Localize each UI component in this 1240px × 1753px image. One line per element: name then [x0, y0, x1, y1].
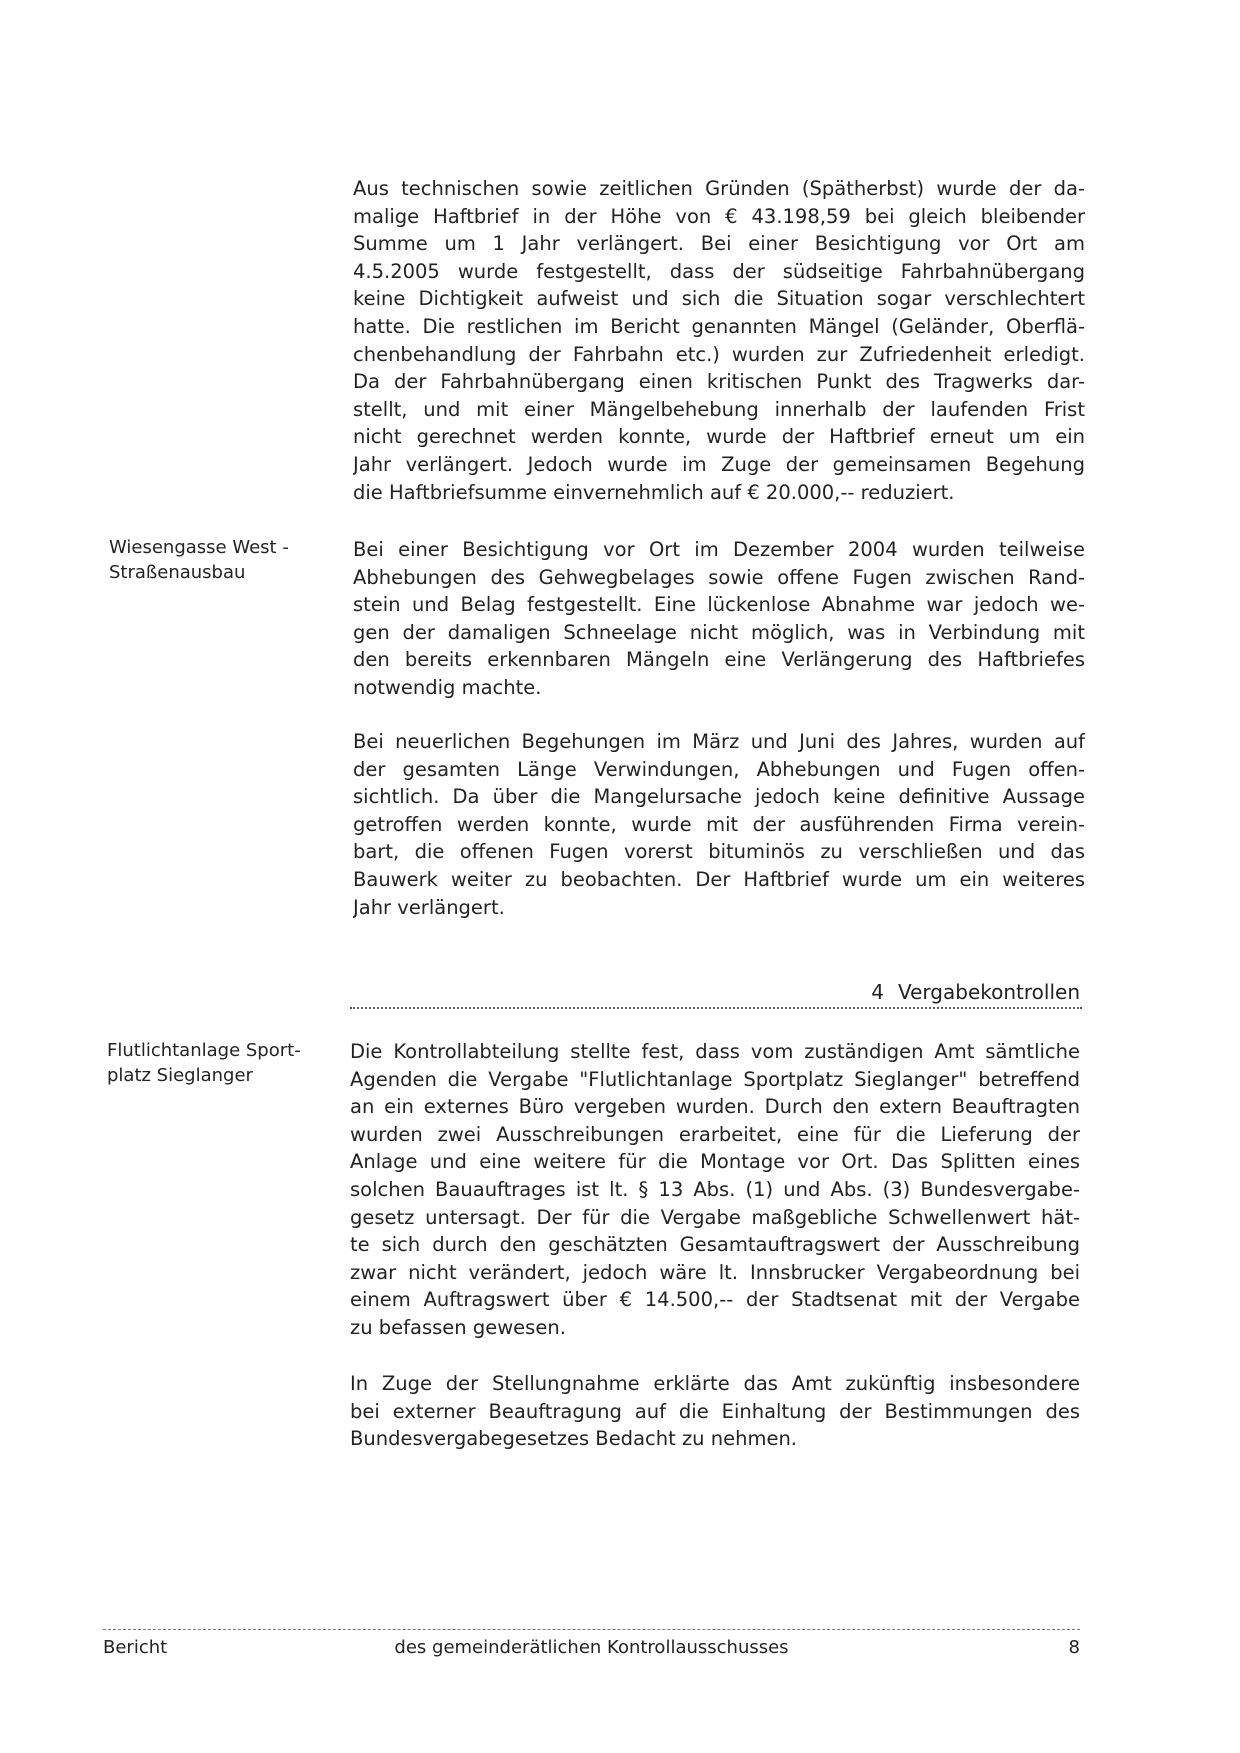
text-line: Agenden die Vergabe "Flutlichtanlage Sportplatz Sieglanger" betreffend [350, 1067, 1080, 1091]
text-line: Bei neuerlichen Begehungen im März und Juni des Jahres, wurden auf [353, 730, 1085, 753]
margin-label-line: platz Sieglanger [107, 1064, 253, 1086]
text-line: stein und Belag festgestellt. Eine lückenlose Abnahme war jedoch we- [353, 593, 1085, 617]
text-line: getroffen werden konnte, wurde mit der ausführenden Firma verein- [353, 812, 1085, 836]
margin-label-wiesengasse [109, 536, 289, 585]
text-line: zu befassen gewesen. [350, 1315, 566, 1339]
section-number: 4 [871, 980, 884, 1004]
text-line: Da der Fahrbahnübergang einen kritischen Punkt des Tragwerks dar- [353, 370, 1085, 394]
section-heading [350, 978, 1080, 1006]
text-line: gen der damaligen Schneelage nicht möglich, was in Verbindung mit [353, 620, 1085, 644]
section-title: Vergabekontrollen [898, 980, 1080, 1004]
text-line: In Zuge der Stellungnahme erklärte das Amt zukünftig insbesondere [350, 1372, 1080, 1395]
text-line: sichtlich. Da über die Mangelursache jedoch keine definitive Aussage [353, 785, 1085, 809]
wiesengasse-paragraph-1 [353, 536, 1085, 702]
text-line: gesetz untersagt. Der für die Vergabe maßgebliche Schwellenwert hät- [350, 1205, 1080, 1229]
footer-rule [103, 1629, 1080, 1630]
text-line: Bauwerk weiter zu beobachten. Der Haftbrief wurde um ein weiteres [353, 867, 1085, 891]
text-line: Anlage und eine weitere für die Montage vor Ort. Das Splitten eines [350, 1150, 1080, 1174]
text-line: Jahr verlängert. Jedoch wurde im Zuge der gemeinsamen Begehung [353, 452, 1085, 476]
text-line: Jahr verlängert. [353, 895, 505, 919]
text-line: hatte. Die restlichen im Bericht genannten Mängel (Geländer, Oberflä- [353, 314, 1085, 338]
margin-label-line: Straßenausbau [109, 561, 246, 583]
text-line: den bereits erkennbaren Mängeln eine Verlängerung des Haftbriefes [353, 648, 1085, 672]
footer-committee-label: des gemeinderätlichen Kontrollausschusses [394, 1637, 789, 1658]
text-line: te sich durch den geschätzten Gesamtauftragswert der Ausschreibung [350, 1233, 1080, 1257]
text-line: zwar nicht verändert, jedoch wäre lt. Innsbrucker Vergabeordnung bei [350, 1260, 1080, 1284]
text-line: der gesamten Länge Verwindungen, Abhebungen und Fugen offen- [353, 757, 1085, 781]
text-line: Die Kontrollabteilung stellte fest, dass vom zuständigen Amt sämtliche [350, 1040, 1080, 1063]
text-line: Summe um 1 Jahr verlängert. Bei einer Besichtigung vor Ort am [353, 232, 1085, 256]
page-number: 8 [1068, 1637, 1080, 1658]
footer-report-label: Bericht [103, 1637, 168, 1658]
text-line: Abhebungen des Gehwegbelages sowie offene Fugen zwischen Rand- [353, 565, 1085, 589]
text-line: Bundesvergabegesetzes Bedacht zu nehmen. [350, 1427, 797, 1451]
page-footer [103, 1636, 1080, 1660]
text-line: notwendig machte. [353, 675, 542, 699]
margin-label-line: Wiesengasse West - [109, 537, 289, 558]
wiesengasse-paragraph-2 [353, 728, 1085, 921]
text-line: Aus technischen sowie zeitlichen Gründen (Spätherbst) wurde der da- [353, 177, 1085, 200]
text-line: bei externer Beauftragung auf die Einhaltung der Bestimmungen des [350, 1399, 1080, 1423]
margin-label-flutlicht [107, 1039, 301, 1088]
margin-label-line: Flutlichtanlage Sport- [107, 1040, 301, 1061]
text-line: an ein externes Büro vergeben wurden. Durch den extern Beauftragten [350, 1095, 1080, 1119]
text-line: einem Auftragswert über € 14.500,-- der Stadtsenat mit der Vergabe [350, 1288, 1080, 1312]
text-line: malige Haftbrief in der Höhe von € 43.198,59 bei gleich bleibender [353, 204, 1085, 228]
flutlicht-paragraph-2 [350, 1370, 1080, 1453]
text-line: Bei einer Besichtigung vor Ort im Dezember 2004 wurden teilweise [353, 538, 1085, 561]
flutlicht-paragraph-1 [350, 1038, 1080, 1342]
text-line: stellt, und mit einer Mängelbehebung innerhalb der laufenden Frist [353, 397, 1085, 421]
text-line: wurden zwei Ausschreibungen erarbeitet, eine für die Lieferung der [350, 1122, 1080, 1146]
section-heading-rule [350, 1007, 1082, 1009]
text-line: keine Dichtigkeit aufweist und sich die Situation sogar verschlechtert [353, 287, 1085, 311]
intro-paragraph [353, 175, 1085, 506]
text-line: 4.5.2005 wurde festgestellt, dass der südseitige Fahrbahnübergang [353, 259, 1085, 283]
text-line: nicht gerechnet werden konnte, wurde der Haftbrief erneut um ein [353, 425, 1085, 449]
text-line: chenbehandlung der Fahrbahn etc.) wurden zur Zufriedenheit erledigt. [353, 342, 1085, 366]
text-line: die Haftbriefsumme einvernehmlich auf € 20.000,-- reduziert. [353, 480, 955, 504]
text-line: bart, die offenen Fugen vorerst bituminös zu verschließen und das [353, 840, 1085, 864]
text-line: solchen Bauauftrages ist lt. § 13 Abs. (1) und Abs. (3) Bundesvergabe- [350, 1177, 1080, 1201]
